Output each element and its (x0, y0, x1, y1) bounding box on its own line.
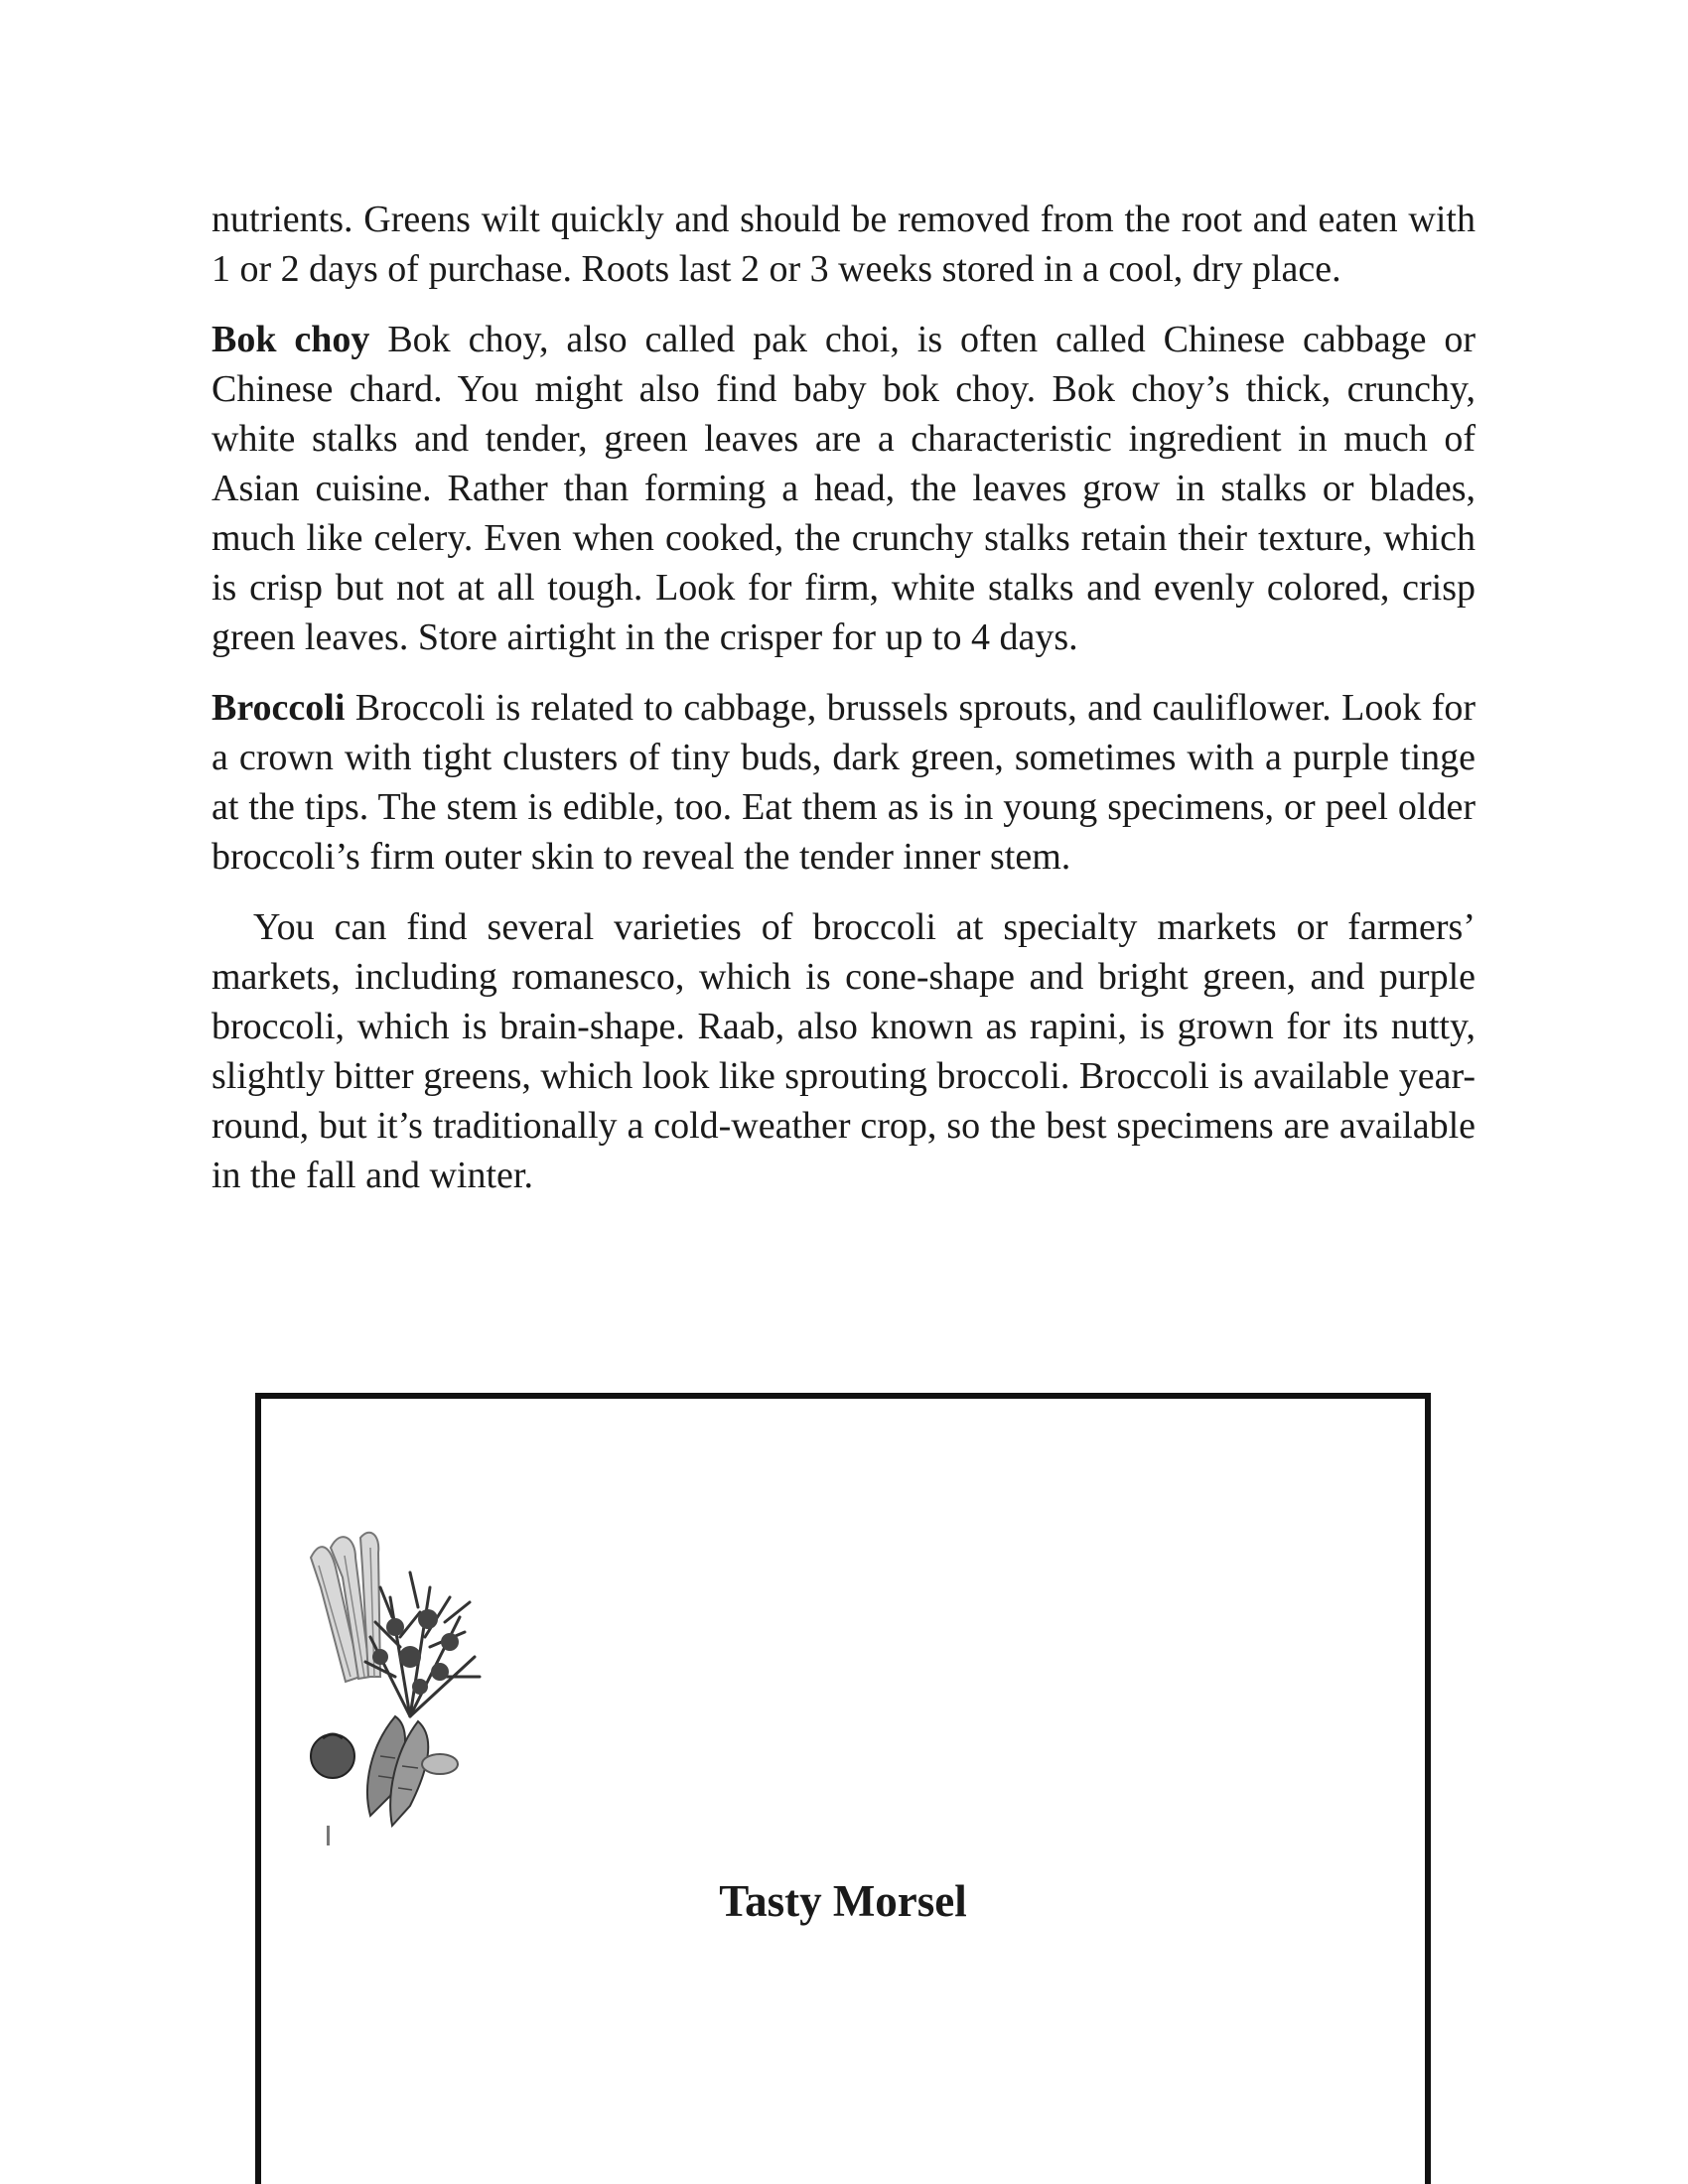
term-broccoli: Broccoli (211, 687, 346, 729)
paragraph-broccoli (211, 683, 1476, 882)
vegetables-illustration-icon (301, 1528, 490, 1845)
sidebar-title: Tasty Morsel (719, 1876, 967, 1926)
broccoli-description: Broccoli is related to cabbage, brussels sprouts, and cauliflower. Look for a crown with tight clusters of tiny buds, dark green, sometimes with a purple tinge at the tips. The stem is edible, too. Eat them as is in young specimens, or peel older broccoli’s firm outer skin to reveal the tender inner stem. (211, 687, 1476, 878)
paragraph-greens-storage: nutrients. Greens wilt quickly and should be removed from the root and eaten with 1 or 2 days of purchase. Roots last 2 or 3 weeks stored in a cool, dry place. (211, 199, 1476, 290)
paragraph-bok-choy (211, 315, 1476, 662)
main-text (211, 195, 1476, 1221)
bok-choy-description: Bok choy, also called pak choi, is often called Chinese cabbage or Chinese chard. You might also find baby bok choy. Bok choy’s thick, crunchy, white stalks and tender, green leaves are a characteristic ingredient in much of Asian cuisine. Rather than forming a head, the leaves grow in stalks or blades, much like celery. Even when cooked, the crunchy stalks retain their texture, which is crisp but not at all tough. Look for firm, white stalks and evenly colored, crisp green leaves. Store airtight in the crisper for up to 4 days. (211, 319, 1477, 658)
tasty-morsel-sidebar (255, 1393, 1431, 2184)
term-bok-choy: Bok choy (211, 319, 370, 360)
paragraph-broccoli-varieties: You can find several varieties of broccoli at specialty markets or farmers’ markets, including romanesco, which is cone-shape and bright green, and purple broccoli, which is brain-shape. Raab, also known as rapini, is grown for its nutty, slightly bitter greens, which look like sprouting broccoli. Broccoli is available year-round, but it’s traditionally a cold-weather crop, so the best specimens are available in the fall and winter. (211, 906, 1476, 1196)
